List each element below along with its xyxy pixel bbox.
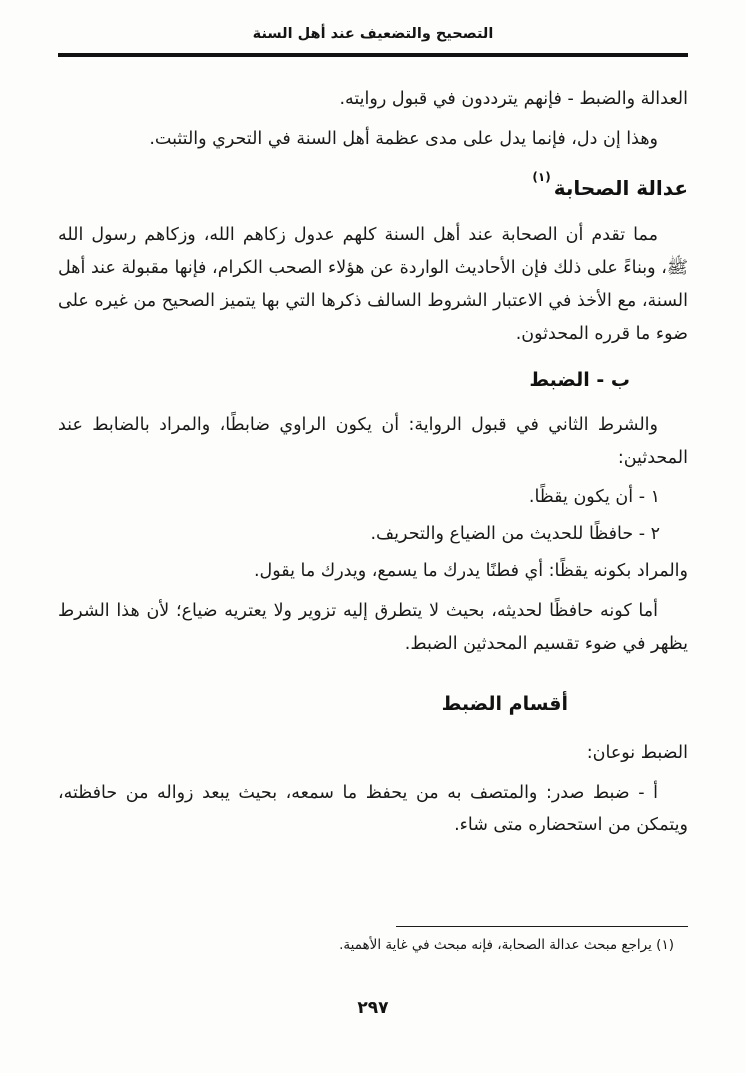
footnote-separator-rule <box>396 926 688 927</box>
section-heading-adalat-sahaba <box>58 170 688 208</box>
page-number: ٢٩٧ <box>357 998 389 1018</box>
running-head-title: التصحيح والتضعيف عند أهل السنة <box>252 26 494 42</box>
footnote-marker: (١) <box>532 170 551 185</box>
list-item-1: ١ - أن يكون يقظًا. <box>528 487 660 508</box>
heading-text: عدالة الصحابة <box>553 175 688 200</box>
paragraph-continuation: العدالة والضبط - فإنهم يترددون في قبول روايته. <box>339 89 688 109</box>
paragraph-nawan: الضبط نوعان: <box>586 742 688 763</box>
section-heading-aqsam-dabt: أقسام الضبط <box>441 692 568 715</box>
paragraph-hafiz: أما كونه حافظًا لحديثه، بحيث لا يتطرق إليه تزوير ولا يعتريه ضياع؛ لأن هذا الشرط يظهر في ضوء تقسيم المحدثين الضبط. <box>58 601 688 654</box>
footnote-text: (١) يراجع مبحث عدالة الصحابة، فإنه مبحث في غاية الأهمية. <box>339 937 674 953</box>
list-item-2: ٢ - حافظًا للحديث من الضياع والتحريف. <box>370 524 660 545</box>
section-heading-dabt: ب - الضبط <box>529 368 630 391</box>
paragraph-yaqiz: والمراد بكونه يقظًا: أي فطنًا يدرك ما يسمع، ويدرك ما يقول. <box>253 561 688 582</box>
paragraph-adalah: مما تقدم أن الصحابة عند أهل السنة كلهم عدول زكاهم الله، وزكاهم رسول الله ﷺ، وبناءً على ذلك فإن الأحاديث الواردة عن هؤلاء الصحب الكرام، فإنها مقبولة عند أهل السنة، مع الأخذ في الاعتبار الشروط السالف ذكرها التي بها يتميز الصحيح من غيره على ضوء ما قرره المحدثون. <box>58 225 688 345</box>
footnote-area <box>58 926 688 957</box>
paragraph-dabt-sadr: أ - ضبط صدر: والمتصف به من يحفظ ما سمعه، بحيث يبعد زواله من حافظته، ويتمكن من استحضاره متى شاء. <box>58 782 688 836</box>
paragraph-shart-thani: والشرط الثاني في قبول الرواية: أن يكون الراوي ضابطًا، والمراد بالضابط عند المحدثين: <box>58 414 688 468</box>
page-content <box>58 57 688 842</box>
page-header <box>58 26 688 57</box>
paragraph-intro: وهذا إن دل، فإنما يدل على مدى عظمة أهل السنة في التحري والتثبت. <box>149 128 658 149</box>
